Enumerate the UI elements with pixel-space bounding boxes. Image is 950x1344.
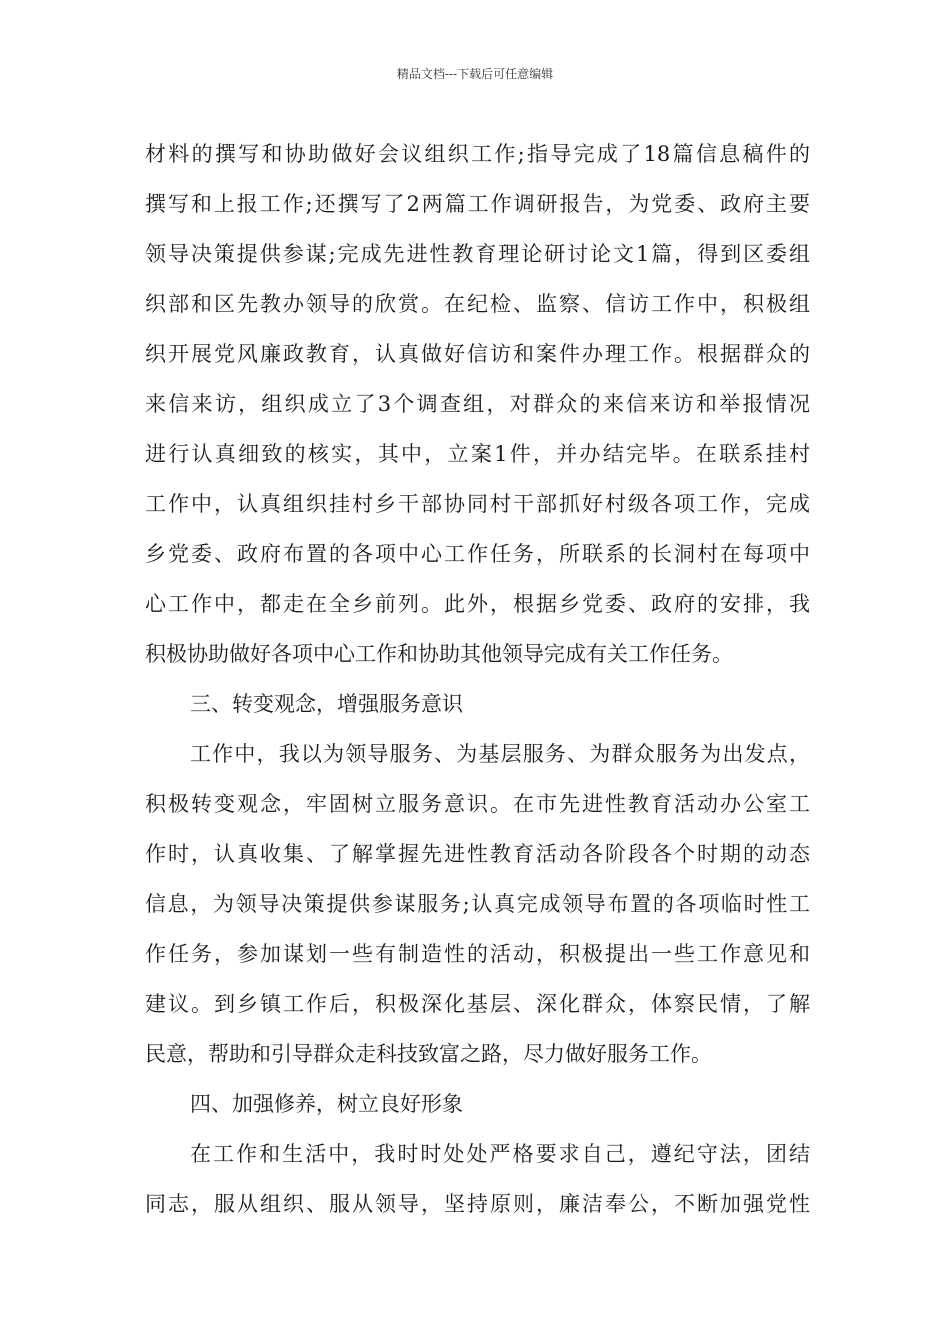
body-line: 民意，帮助和引导群众走科技致富之路，尽力做好服务工作。: [145, 1042, 712, 1066]
body-line: 工作中，认真组织挂村乡干部协同村干部抓好村级各项工作，完成: [145, 492, 810, 516]
body-line: 作时，认真收集、了解掌握先进性教育活动各阶段各个时期的动态: [145, 842, 810, 866]
document-body: [145, 129, 810, 1229]
body-line: 在工作和生活中，我时时处处严格要求自己，遵纪守法，团结: [190, 1142, 810, 1166]
body-line: 来信来访，组织成立了3个调查组，对群众的来信来访和举报情况: [145, 392, 810, 416]
body-line: 工作中，我以为领导服务、为基层服务、为群众服务为出发点，: [190, 742, 810, 766]
body-line: 织开展党风廉政教育，认真做好信访和案件办理工作。根据群众的: [145, 342, 810, 366]
body-line: 领导决策提供参谋;完成先进性教育理论研讨论文1篇，得到区委组: [145, 242, 810, 266]
body-line: 建议。到乡镇工作后，积极深化基层、深化群众，体察民情，了解: [145, 992, 810, 1016]
page-header: 精品文档---下载后可任意编辑: [396, 67, 554, 81]
section-heading: 四、加强修养，树立良好形象: [190, 1092, 463, 1116]
body-line: 心工作中，都走在全乡前列。此外，根据乡党委、政府的安排，我: [145, 592, 810, 616]
section-heading: 三、转变观念，增强服务意识: [190, 692, 463, 716]
body-line: 乡党委、政府布置的各项中心工作任务，所联系的长洞村在每项中: [145, 542, 810, 566]
body-line: 信息，为领导决策提供参谋服务;认真完成领导布置的各项临时性工: [145, 892, 810, 916]
body-line: 积极转变观念，牢固树立服务意识。在市先进性教育活动办公室工: [145, 792, 810, 816]
body-line: 进行认真细致的核实，其中，立案1件，并办结完毕。在联系挂村: [145, 442, 810, 466]
body-line: 织部和区先教办领导的欣赏。在纪检、监察、信访工作中，积极组: [145, 292, 810, 316]
body-line: 材料的撰写和协助做好会议组织工作;指导完成了18篇信息稿件的: [145, 142, 810, 166]
body-line: 撰写和上报工作;还撰写了2两篇工作调研报告，为党委、政府主要: [145, 192, 810, 216]
body-line: 同志，服从组织、服从领导，坚持原则，廉洁奉公，不断加强党性: [145, 1192, 810, 1216]
body-line: 积极协助做好各项中心工作和协助其他领导完成有关工作任务。: [145, 642, 733, 666]
body-line: 作任务，参加谋划一些有制造性的活动，积极提出一些工作意见和: [145, 942, 810, 966]
